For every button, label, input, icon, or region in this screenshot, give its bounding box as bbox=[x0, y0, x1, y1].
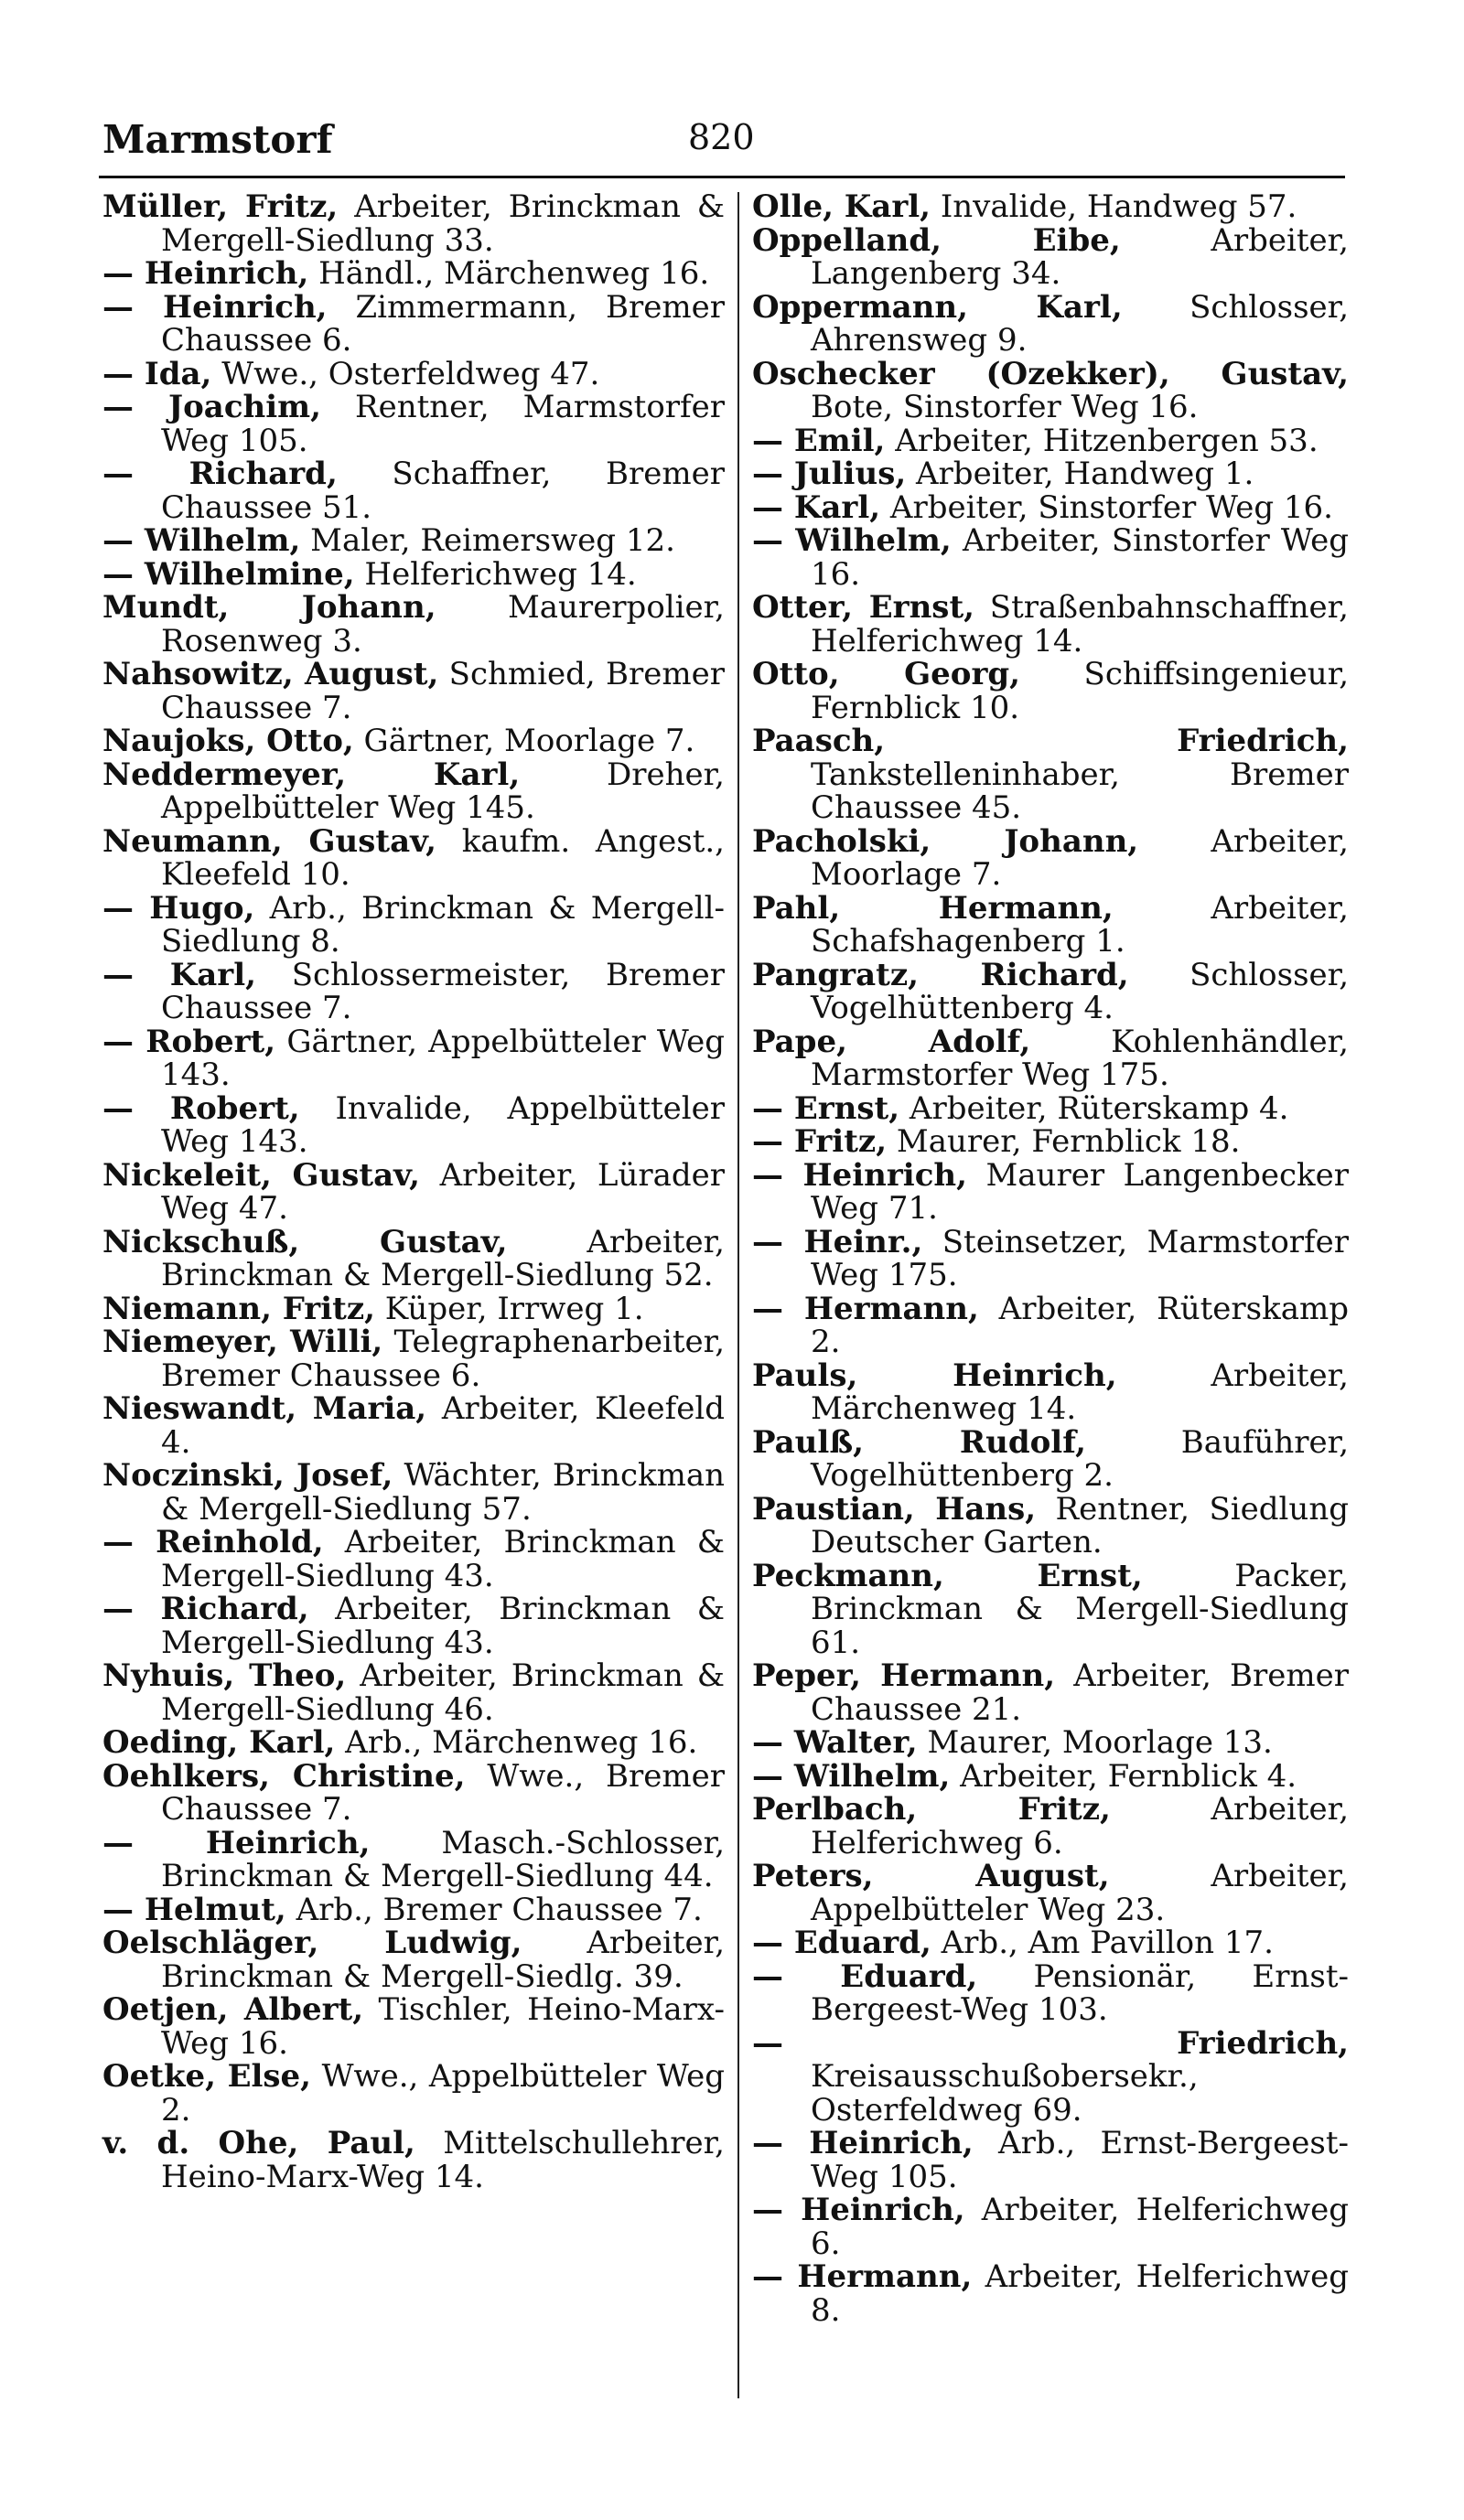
entry-details: Arbeiter, Moorlage 7. bbox=[811, 822, 1349, 893]
entry-name: Pacholski, Johann, bbox=[752, 822, 1139, 860]
entry-name: — Heinrich, bbox=[102, 255, 309, 292]
entry-details: Arbeiter, Schafshagenberg 1. bbox=[811, 889, 1349, 960]
directory-entry bbox=[102, 822, 725, 893]
entry-name: — Ernst, bbox=[752, 1089, 900, 1127]
entry-name: Otter, Ernst, bbox=[752, 589, 974, 626]
entry-name: — Karl, bbox=[102, 956, 256, 993]
directory-entry bbox=[752, 1659, 1349, 1726]
directory-entry bbox=[102, 1459, 725, 1526]
entry-details: Mittelschullehrer, Heino-Marx-Weg 14. bbox=[161, 2125, 725, 2195]
header-rule bbox=[99, 176, 1345, 178]
directory-entry bbox=[752, 724, 1349, 825]
entry-name: — Eduard, bbox=[752, 1925, 931, 1961]
directory-entry bbox=[752, 1223, 1350, 1293]
entry-name: Nieswandt, Maria, bbox=[102, 1390, 427, 1427]
entry-details: Arbeiter, Kleefeld 4. bbox=[161, 1390, 725, 1461]
entry-details: Arb., Am Pavillon 17. bbox=[941, 1925, 1274, 1961]
entry-name: Pahl, Hermann, bbox=[752, 889, 1114, 927]
entry-details: Arbeiter, Appelbütteler Weg 23. bbox=[811, 1858, 1349, 1928]
entry-name: — Wilhelm, bbox=[102, 522, 301, 559]
entry-name: — Emil, bbox=[752, 422, 886, 459]
directory-entry bbox=[752, 1860, 1349, 1926]
entry-details: Schiffsingenieur, Fernblick 10. bbox=[811, 656, 1350, 726]
directory-entry bbox=[752, 1490, 1349, 1560]
directory-entry bbox=[752, 1557, 1349, 1661]
entry-name: — Wilhelm, bbox=[752, 522, 952, 559]
entry-name: — Heinrich, bbox=[752, 2192, 965, 2228]
directory-entry bbox=[752, 591, 1349, 658]
column-divider bbox=[737, 192, 739, 2398]
entry-name: — Robert, bbox=[102, 1089, 300, 1127]
entry-name: — Friedrich, bbox=[752, 2024, 1349, 2062]
entry-name: — Eduard, bbox=[752, 1957, 978, 1995]
directory-entry bbox=[752, 2024, 1349, 2129]
entry-details: Schlosser, Vogelhüttenberg 4. bbox=[811, 956, 1349, 1026]
entry-details: Arbeiter, Sinstorfer Weg 16. bbox=[889, 488, 1333, 526]
entry-details: Arbeiter, Langenberg 34. bbox=[811, 221, 1349, 292]
directory-entry bbox=[752, 2127, 1349, 2193]
entry-name: Nyhuis, Theo, bbox=[102, 1657, 347, 1694]
entry-name: — Helmut, bbox=[102, 1891, 286, 1928]
entry-details: Arbeiter, Sinstorfer Weg 16. bbox=[811, 522, 1349, 593]
entry-details: Arbeiter, Fernblick 4. bbox=[960, 1757, 1297, 1795]
entry-details: Wwe., Appelbütteler Weg 2. bbox=[161, 2058, 725, 2129]
directory-entry bbox=[102, 1726, 725, 1760]
entry-details: Arbeiter, Helferichweg 6. bbox=[811, 1791, 1350, 1861]
entry-details: Maurer, Fernblick 18. bbox=[896, 1123, 1241, 1160]
entry-name: Nahsowitz, August, bbox=[102, 656, 439, 692]
entry-name: — Heinr., bbox=[752, 1223, 923, 1260]
entry-name: Oschecker (Ozekker), Gustav, bbox=[752, 355, 1349, 392]
entry-details: Telegraphenarbeiter, Bremer Chaussee 6. bbox=[161, 1324, 725, 1394]
entry-name: Niemeyer, Willi, bbox=[102, 1324, 383, 1360]
directory-entry bbox=[102, 257, 725, 291]
directory-entry bbox=[752, 488, 1349, 526]
directory-entry bbox=[102, 1993, 725, 2060]
entry-name: — Heinrich, bbox=[752, 1156, 967, 1194]
directory-entry bbox=[102, 889, 726, 960]
directory-entry bbox=[752, 1757, 1349, 1795]
entry-name: Mundt, Johann, bbox=[102, 589, 436, 626]
entry-name: — Julius, bbox=[752, 456, 907, 492]
directory-entry bbox=[102, 1156, 726, 1227]
entry-details: Rentner, Marmstorfer Weg 105. bbox=[161, 389, 725, 459]
entry-name: — Reinhold, bbox=[102, 1524, 324, 1560]
directory-entry bbox=[752, 1957, 1349, 2028]
directory-entry bbox=[102, 1089, 725, 1160]
entry-name: Peters, August, bbox=[752, 1858, 1110, 1894]
entry-name: — Wilhelm, bbox=[752, 1757, 951, 1795]
entry-details: Schlossermeister, Bremer Chaussee 7. bbox=[161, 956, 725, 1026]
right-column bbox=[752, 190, 1349, 2327]
directory-entry bbox=[752, 2193, 1349, 2260]
entry-name: Nickeleit, Gustav, bbox=[102, 1156, 420, 1194]
directory-entry bbox=[752, 1156, 1349, 1227]
entry-details: Bauführer, Vogelhüttenberg 2. bbox=[811, 1423, 1349, 1494]
entry-name: — Ida, bbox=[102, 355, 212, 392]
directory-entry bbox=[102, 1292, 725, 1326]
directory-entry bbox=[752, 424, 1349, 458]
directory-entry bbox=[102, 1526, 725, 1592]
entry-details: Steinsetzer, Marmstorfer Weg 175. bbox=[811, 1223, 1350, 1293]
entry-name: Pangratz, Richard, bbox=[752, 956, 1129, 993]
entry-name: — Heinrich, bbox=[102, 288, 328, 326]
entry-name: Naujoks, Otto, bbox=[102, 723, 354, 759]
entry-name: Neddermeyer, Karl, bbox=[102, 756, 521, 793]
entry-details: Tankstelleninhaber, Bremer Chaussee 45. bbox=[811, 756, 1349, 826]
entry-name: — Richard, bbox=[102, 456, 338, 492]
entry-details: Arb., Bremer Chaussee 7. bbox=[296, 1891, 703, 1928]
directory-entry bbox=[102, 1757, 725, 1828]
entry-details: Kohlenhändler, Marmstorfer Weg 175. bbox=[811, 1023, 1349, 1093]
directory-entry bbox=[752, 1726, 1349, 1760]
directory-entry bbox=[102, 1223, 725, 1293]
entry-details: Arbeiter, Brinckman & Mergell-Siedlg. 39. bbox=[161, 1925, 726, 1995]
entry-details: Arbeiter, Brinckman & Mergell-Siedlung 33. bbox=[161, 188, 726, 259]
entry-name: Oeding, Karl, bbox=[102, 1724, 336, 1761]
entry-details: Pensionär, Ernst-Bergeest-Weg 103. bbox=[811, 1957, 1349, 2028]
entry-name: — Wilhelmine, bbox=[102, 555, 355, 593]
entry-details: Packer, Brinckman & Mergell-Siedlung 61. bbox=[811, 1557, 1349, 1661]
entry-details: Maler, Reimersweg 12. bbox=[310, 522, 675, 559]
entry-name: Neumann, Gustav, bbox=[102, 822, 436, 860]
directory-entry bbox=[752, 457, 1349, 491]
directory-entry bbox=[752, 1793, 1349, 1860]
entry-details: Rentner, Siedlung Deutscher Garten. bbox=[811, 1490, 1349, 1560]
entry-details: Arbeiter, Helferichweg 6. bbox=[811, 2192, 1349, 2262]
directory-entry bbox=[102, 956, 725, 1026]
entry-name: Oppelland, Eibe, bbox=[752, 221, 1121, 259]
directory-entry bbox=[752, 355, 1349, 425]
directory-entry bbox=[102, 457, 725, 524]
directory-entry bbox=[102, 1392, 725, 1459]
entry-details: Händl., Märchenweg 16. bbox=[318, 255, 710, 292]
entry-details: Arbeiter, Helferichweg 8. bbox=[811, 2258, 1349, 2329]
entry-details: Dreher, Appelbütteler Weg 145. bbox=[161, 756, 725, 826]
entry-details: Arb., Ernst-Bergeest-Weg 105. bbox=[811, 2125, 1350, 2195]
entry-details: Wwe., Osterfeldweg 47. bbox=[221, 355, 600, 392]
entry-name: — Hermann, bbox=[752, 1290, 979, 1327]
entry-details: Küper, Irrweg 1. bbox=[384, 1290, 644, 1327]
entry-name: — Karl, bbox=[752, 488, 881, 526]
directory-entry bbox=[102, 524, 725, 558]
entry-details: Kreisausschußobersekr., Osterfeldweg 69. bbox=[811, 2058, 1199, 2129]
running-head-place: Marmstorf bbox=[102, 117, 333, 162]
entry-details: Arbeiter, Brinckman & Mergell-Siedlung 46. bbox=[161, 1657, 726, 1728]
entry-details: Zimmermann, Bremer Chaussee 6. bbox=[161, 288, 725, 359]
directory-entry bbox=[102, 1824, 725, 1894]
directory-entry bbox=[102, 1025, 725, 1092]
directory-entry bbox=[752, 1125, 1349, 1159]
entry-details: Arbeiter, Hitzenbergen 53. bbox=[895, 422, 1319, 459]
entry-details: Arbeiter, Brinckman & Mergell-Siedlung 43. bbox=[161, 1524, 725, 1594]
directory-entry bbox=[102, 2060, 725, 2127]
directory-entry bbox=[752, 190, 1349, 224]
entry-name: Perlbach, Fritz, bbox=[752, 1791, 1111, 1828]
entry-details: Tischler, Heino-Marx-Weg 16. bbox=[161, 1991, 725, 2062]
entry-details: Arbeiter, Brinckman & Mergell-Siedlung 43. bbox=[161, 1591, 726, 1661]
entry-details: Maurer, Moorlage 13. bbox=[927, 1724, 1273, 1761]
entry-name: — Hermann, bbox=[752, 2258, 973, 2295]
entry-details: Invalide, Handweg 57. bbox=[940, 188, 1297, 225]
directory-entry bbox=[752, 1089, 1349, 1127]
entry-name: v. d. Ohe, Paul, bbox=[102, 2125, 415, 2161]
entry-details: Straßenbahnschaffner, Helferichweg 14. bbox=[811, 589, 1349, 659]
directory-entry bbox=[752, 889, 1349, 960]
entry-details: Invalide, Appelbütteler Weg 143. bbox=[161, 1089, 725, 1160]
entry-details: Schlosser, Ahrensweg 9. bbox=[811, 288, 1349, 359]
entry-details: Maurerpolier, Rosenweg 3. bbox=[161, 589, 725, 659]
entry-details: Gärtner, Moorlage 7. bbox=[363, 723, 695, 759]
directory-entry bbox=[102, 758, 725, 825]
entry-name: Oppermann, Karl, bbox=[752, 288, 1123, 326]
directory-entry bbox=[102, 658, 725, 724]
entry-name: Pauls, Heinrich, bbox=[752, 1357, 1117, 1394]
entry-name: Oelschläger, Ludwig, bbox=[102, 1925, 522, 1961]
entry-details: Masch.-Schlosser, Brinckman & Mergell-Siedlung 44. bbox=[161, 1824, 725, 1894]
entry-name: Paulß, Rudolf, bbox=[752, 1423, 1086, 1461]
directory-entry bbox=[752, 956, 1349, 1026]
entry-details: Bote, Sinstorfer Weg 16. bbox=[811, 389, 1199, 425]
directory-entry bbox=[752, 1025, 1349, 1092]
entry-name: Noczinski, Josef, bbox=[102, 1457, 393, 1494]
directory-entry bbox=[752, 1359, 1349, 1426]
entry-name: — Robert, bbox=[102, 1023, 276, 1060]
directory-entry bbox=[752, 1292, 1349, 1359]
entry-details: Schaffner, Bremer Chaussee 51. bbox=[161, 456, 726, 526]
directory-entry bbox=[752, 524, 1349, 591]
entry-name: Niemann, Fritz, bbox=[102, 1290, 375, 1327]
directory-entry bbox=[752, 1926, 1349, 1960]
directory-entry bbox=[102, 1592, 725, 1659]
directory-entry bbox=[752, 822, 1349, 893]
entry-name: Paasch, Friedrich, bbox=[752, 723, 1349, 759]
left-column bbox=[102, 190, 725, 2193]
entry-name: Paustian, Hans, bbox=[752, 1490, 1037, 1528]
entry-details: Arbeiter, Rüterskamp 2. bbox=[811, 1290, 1349, 1360]
entry-name: Nickschuß, Gustav, bbox=[102, 1223, 508, 1260]
entry-name: Oehlkers, Christine, bbox=[102, 1757, 466, 1795]
entry-name: Peckmann, Ernst, bbox=[752, 1557, 1143, 1594]
entry-name: — Walter, bbox=[752, 1724, 918, 1761]
directory-entry bbox=[102, 1325, 725, 1392]
directory-entry bbox=[102, 591, 725, 658]
directory-entry bbox=[102, 555, 725, 593]
entry-details: Arbeiter, Märchenweg 14. bbox=[811, 1357, 1349, 1427]
entry-name: Otto, Georg, bbox=[752, 656, 1020, 692]
entry-name: Müller, Fritz, bbox=[102, 188, 339, 225]
entry-name: — Joachim, bbox=[102, 389, 321, 425]
entry-name: Oetjen, Albert, bbox=[102, 1991, 364, 2028]
page-number: 820 bbox=[688, 117, 755, 157]
directory-entry bbox=[752, 658, 1349, 724]
directory-entry bbox=[752, 221, 1349, 292]
directory-entry bbox=[102, 1926, 725, 1993]
entry-name: Peper, Hermann, bbox=[752, 1657, 1056, 1694]
entry-details: kaufm. Angest., Kleefeld 10. bbox=[161, 822, 725, 893]
entry-details: Helferichweg 14. bbox=[364, 555, 637, 593]
directory-entry bbox=[102, 724, 725, 758]
directory-entry bbox=[102, 391, 725, 457]
entry-name: — Heinrich, bbox=[752, 2125, 974, 2161]
entry-details: Arbeiter, Lürader Weg 47. bbox=[161, 1156, 726, 1227]
entry-details: Maurer Langenbecker Weg 71. bbox=[811, 1156, 1349, 1227]
directory-entry bbox=[102, 2127, 725, 2193]
directory-entry bbox=[102, 355, 725, 392]
entry-details: Gärtner, Appelbütteler Weg 143. bbox=[161, 1023, 725, 1093]
entry-details: Arbeiter, Bremer Chaussee 21. bbox=[811, 1657, 1349, 1728]
directory-entry bbox=[752, 2260, 1349, 2327]
page-header bbox=[102, 117, 1343, 174]
directory-entry bbox=[102, 1893, 725, 1927]
entry-name: — Heinrich, bbox=[102, 1824, 371, 1861]
entry-details: Arb., Brinckman & Mergell-Siedlung 8. bbox=[161, 889, 726, 960]
directory-entry bbox=[102, 288, 725, 359]
entry-details: Arb., Märchenweg 16. bbox=[345, 1724, 698, 1761]
directory-entry bbox=[752, 1423, 1349, 1494]
entry-name: — Fritz, bbox=[752, 1123, 888, 1160]
entry-name: — Richard, bbox=[102, 1591, 309, 1627]
entry-details: Wwe., Bremer Chaussee 7. bbox=[161, 1757, 725, 1828]
entry-details: Wächter, Brinckman & Mergell-Siedlung 57. bbox=[161, 1457, 725, 1528]
entry-details: Schmied, Bremer Chaussee 7. bbox=[161, 656, 726, 726]
directory-entry bbox=[102, 190, 725, 257]
entry-name: Oetke, Else, bbox=[102, 2058, 312, 2095]
entry-details: Arbeiter, Brinckman & Mergell-Siedlung 52. bbox=[161, 1223, 725, 1293]
entry-details: Arbeiter, Rüterskamp 4. bbox=[909, 1089, 1289, 1127]
entry-name: — Hugo, bbox=[102, 889, 255, 927]
directory-entry bbox=[752, 288, 1349, 359]
directory-entry bbox=[102, 1659, 725, 1726]
entry-details: Arbeiter, Handweg 1. bbox=[916, 456, 1254, 492]
entry-name: Pape, Adolf, bbox=[752, 1023, 1031, 1060]
entry-name: Olle, Karl, bbox=[752, 188, 931, 225]
